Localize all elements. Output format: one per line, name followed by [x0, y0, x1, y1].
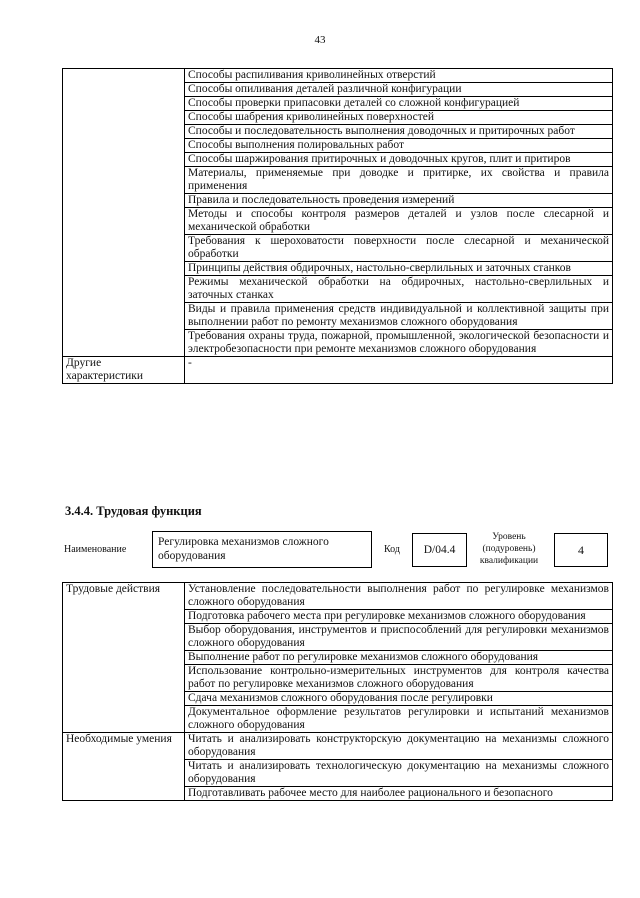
knowledge-item: Материалы, применяемые при доводке и притирке, их свойства и правила применения: [185, 167, 613, 194]
action-item: Использование контрольно-измерительных инструментов для контроля качества работ по регулировке механизмов сложного оборудования: [185, 665, 613, 692]
knowledge-item: Способы распиливания криволинейных отверстий: [185, 69, 613, 83]
knowledge-label-cell: [63, 69, 185, 357]
function-header: [64, 531, 612, 573]
page-number: 43: [314, 34, 326, 46]
knowledge-table: [62, 68, 613, 384]
knowledge-item: Виды и правила применения средств индивидуальной и коллективной защиты при выполнении работ по ремонту механизмов сложного оборудования: [185, 303, 613, 330]
action-item: Подготовка рабочего места при регулировке механизмов сложного оборудования: [185, 610, 613, 624]
knowledge-item: Требования к шероховатости поверхности после слесарной и механической обработки: [185, 235, 613, 262]
knowledge-item: Правила и последовательность проведения измерений: [185, 194, 613, 208]
knowledge-item: Способы выполнения полировальных работ: [185, 139, 613, 153]
other-characteristics-value: -: [185, 357, 613, 384]
level-value: 4: [554, 533, 608, 567]
other-characteristics-label: Другие характеристики: [63, 357, 185, 384]
function-table: [62, 582, 613, 801]
knowledge-item: Способы шаржирования притирочных и доводочных кругов, плит и притиров: [185, 153, 613, 167]
name-value: Регулировка механизмов сложного оборудования: [152, 531, 372, 568]
action-item: Выбор оборудования, инструментов и приспособлений для регулировки механизмов сложного оборудования: [185, 624, 613, 651]
level-label: Уровень (подуровень) квалификации: [479, 532, 539, 566]
skills-label: Необходимые умения: [63, 733, 185, 801]
action-item: Документальное оформление результатов регулировки и испытаний механизмов сложного оборудования: [185, 706, 613, 733]
actions-label: Трудовые действия: [63, 583, 185, 733]
table-row: [63, 583, 613, 610]
knowledge-item: Способы опиливания деталей различной конфигурации: [185, 83, 613, 97]
knowledge-item: Принципы действия обдирочных, настольно-сверлильных и заточных станков: [185, 262, 613, 276]
skill-item: Подготавливать рабочее место для наиболее рационального и безопасного: [185, 787, 613, 801]
knowledge-item: Методы и способы контроля размеров деталей и узлов после слесарной и механической обработки: [185, 208, 613, 235]
table-row: [63, 69, 613, 83]
table-row: [63, 733, 613, 760]
section-title: 3.4.4. Трудовая функция: [65, 504, 202, 518]
table-row: [63, 357, 613, 384]
action-item: Установление последовательности выполнения работ по регулировке механизмов сложного оборудования: [185, 583, 613, 610]
knowledge-item: Режимы механической обработки на обдирочных, настольно-сверлильных и заточных станках: [185, 276, 613, 303]
action-item: Выполнение работ по регулировке механизмов сложного оборудования: [185, 651, 613, 665]
knowledge-item: Способы и последовательность выполнения доводочных и притирочных работ: [185, 125, 613, 139]
skill-item: Читать и анализировать конструкторскую документацию на механизмы сложного оборудования: [185, 733, 613, 760]
action-item: Сдача механизмов сложного оборудования после регулировки: [185, 692, 613, 706]
knowledge-item: Требования охраны труда, пожарной, промышленной, экологической безопасности и электробезопасности при ремонте механизмов сложного оборудования: [185, 330, 613, 357]
knowledge-item: Способы шабрения криволинейных поверхностей: [185, 111, 613, 125]
skill-item: Читать и анализировать технологическую документацию на механизмы сложного оборудования: [185, 760, 613, 787]
knowledge-item: Способы проверки припасовки деталей со сложной конфигурацией: [185, 97, 613, 111]
code-value: D/04.4: [412, 533, 467, 567]
name-label: Наименование: [64, 544, 127, 555]
code-label: Код: [384, 544, 400, 555]
